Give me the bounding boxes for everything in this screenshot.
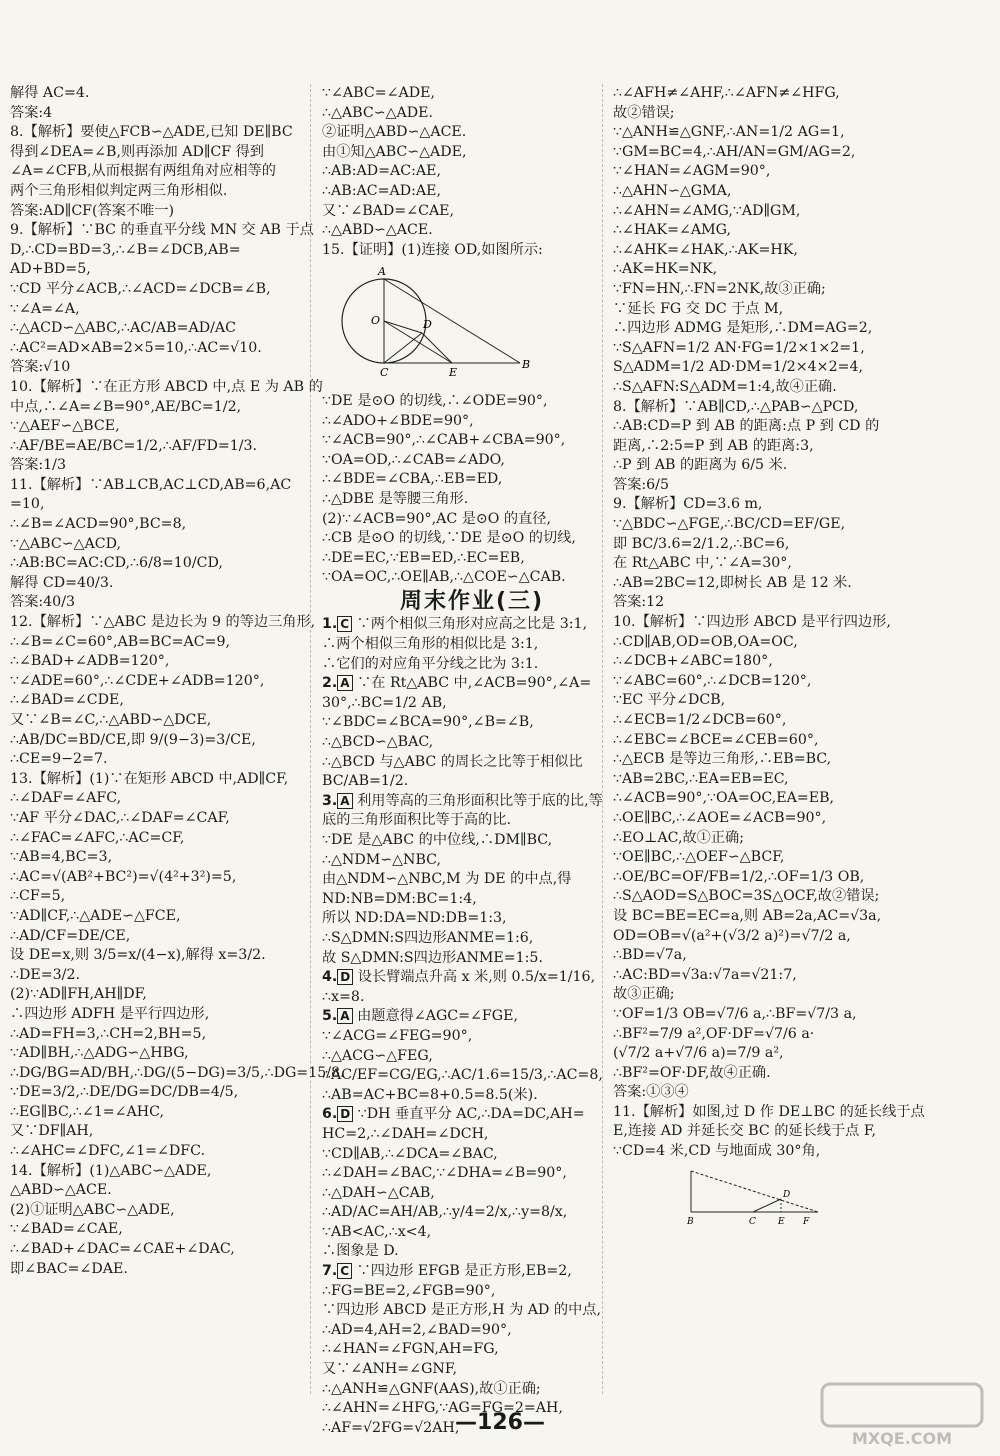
text-line: 13.【解析】(1)∵在矩形 ABCD 中,AD∥CF, <box>10 770 289 787</box>
text-line: ∴∠DAF=∠AFC, <box>10 790 122 807</box>
question-text: ∴AD=4,AH=2,∠BAD=90°, <box>322 1321 512 1338</box>
question-line <box>322 674 622 694</box>
column-right <box>613 84 925 1240</box>
text-line: ∵AD∥CF,∴△ADE∽△FCE, <box>10 907 181 924</box>
question-line <box>322 851 622 871</box>
text-line: ∴△ECB 是等边三角形,∴EB=BC, <box>613 751 832 768</box>
question-text: ∵CD∥AB,∴∠DCA=∠BAC, <box>322 1145 498 1162</box>
question-text: ∵四边形 EFGB 是正方形,EB=2, <box>356 1263 572 1280</box>
text-line: ∴∠HAK=∠AMG, <box>613 222 732 239</box>
label-c: C <box>380 366 389 380</box>
text-line: 答案:1/3 <box>10 457 66 474</box>
question-number: 5. <box>322 1008 338 1025</box>
text-line: ∴DE=EC,∵EB=ED,∴EC=EB, <box>322 549 525 566</box>
question-line <box>322 1125 622 1145</box>
text-line: AD+BD=5, <box>10 261 91 278</box>
question-line <box>322 890 622 910</box>
text-line: (2)∵∠ACB=90°,AC 是⊙O 的直径, <box>322 510 551 527</box>
circle-figure <box>322 264 622 386</box>
text-line: ∵S△AFN=1/2 AN·FG=1/2×1×2=1, <box>613 339 865 356</box>
text-line: ∵CD=4 米,CD 与地面成 30°角, <box>613 1143 821 1160</box>
text-line: ∴AB:AC=AD:AE, <box>322 182 441 199</box>
question-text: ∴它们的对应角平分线之比为 3:1. <box>322 655 539 672</box>
question-line <box>322 1242 622 1262</box>
text-line: 距离,∴2:5=P 到 AB 的距离:3, <box>613 437 814 454</box>
question-text: ∴△BCD 与△ABC 的周长之比等于相似比 <box>322 753 583 770</box>
text-line: ∴△ACD∽△ABC,∴AC/AB=AD/AC <box>10 320 236 337</box>
question-line <box>322 1047 622 1067</box>
text-line: ∴四边形 ADFH 是平行四边形, <box>10 1005 210 1022</box>
question-text: ∴S△DMN:S四边形ANME=1:6, <box>322 929 534 946</box>
text-line: ∴AB/DC=BD/CE,即 9/(9−3)=3/CE, <box>10 731 256 748</box>
text-line: 由①知△ABC∽△ADE, <box>322 143 467 160</box>
text-line: ∴∠BAD+∠ADB=120°, <box>10 653 170 670</box>
question-text: ∴AB=AC+BC=8+0.5=8.5(米). <box>322 1086 538 1103</box>
text-line: =10, <box>10 496 45 513</box>
text-line: 14.【解析】(1)△ABC∽△ADE, <box>10 1162 212 1179</box>
text-line: 答案:40/3 <box>10 594 76 611</box>
answer-choice-box: D <box>337 969 353 985</box>
text-line: ∴BF²=7/9 a²,OF·DF=√7/6 a· <box>613 1025 815 1042</box>
question-text: ∴AF=√2FG=√2AH, <box>322 1419 460 1436</box>
text-line: ∴BD=√7a, <box>613 947 687 964</box>
text-line: ∴AB:CD=P 到 AB 的距离:点 P 到 CD 的 <box>613 418 880 435</box>
question-text: ∴x=8. <box>322 988 365 1005</box>
text-line: ∴AC:BD=√3a:√7a=√21:7, <box>613 966 797 983</box>
question-text: 由△NDM∽△NBC,M 为 DE 的中点,得 <box>322 871 572 888</box>
slope-figure <box>613 1166 913 1235</box>
text-line: 12.【解析】∵△ABC 是边长为 9 的等边三角形, <box>10 614 316 631</box>
text-line: ∵EC 平分∠DCB, <box>613 692 726 709</box>
column-divider <box>310 84 311 1394</box>
text-line: 解得 AC=4. <box>10 85 90 101</box>
text-line: ∴∠AHC=∠DFC,∠1=∠DFC. <box>10 1143 206 1160</box>
question-line <box>322 988 622 1008</box>
text-line: ∴CD∥AB,OD=OB,OA=OC, <box>613 633 798 650</box>
text-line: ∴∠AHN=∠AMG,∵AD∥GM, <box>613 202 801 219</box>
segment-ab <box>384 279 520 363</box>
question-number: 6. <box>322 1106 338 1123</box>
text-line: 设 DE=x,则 3/5=x/(4−x),解得 x=3/2. <box>10 947 266 964</box>
circle-diagram <box>322 264 542 379</box>
text-line: (√7/2 a+√7/6 a)=7/9 a², <box>613 1045 784 1062</box>
text-line: 11.【解析】如图,过 D 作 DE⊥BC 的延长线于点 <box>613 1103 925 1120</box>
text-line: ∵∠ABC=∠ADE, <box>322 85 435 101</box>
text-line: ∴∠ADO+∠BDE=90°, <box>322 412 474 429</box>
question-line <box>322 1262 622 1282</box>
question-line <box>322 792 622 812</box>
text-line: 又∵∠B=∠C,∴△ABD∽△DCE, <box>10 712 212 728</box>
text-line: ∵∠A=∠A, <box>10 300 80 317</box>
answer-choice-box: C <box>337 616 352 632</box>
col3-text <box>613 84 925 1162</box>
text-line: ∴AB=2BC=12,即树长 AB 是 12 米. <box>613 574 852 591</box>
text-line: 又∵DF∥AH, <box>10 1123 94 1140</box>
text-line: 答案:6/5 <box>613 476 669 493</box>
question-text: ∴△BCD∽△BAC, <box>322 734 434 751</box>
question-text: ∵两个相似三角形对应高之比是 3:1, <box>356 616 588 633</box>
section-title: 周末作业(三) <box>399 588 545 614</box>
question-line <box>322 831 622 851</box>
text-line: 8.【解析】要使△FCB∽△ADE,已知 DE∥BC <box>10 124 293 141</box>
text-line: 设 BC=BE=EC=a,则 AB=2a,AC=√3a, <box>613 907 882 924</box>
question-line <box>322 1164 622 1184</box>
text-line: 在 Rt△ABC 中,∵∠A=30°, <box>613 555 792 572</box>
text-line: ∴∠B=∠ACD=90°,BC=8, <box>10 516 187 533</box>
question-line <box>322 811 622 831</box>
text-line: ∴∠AFH≠∠AHF,∴∠AFN≠∠HFG, <box>613 85 840 101</box>
text-line: 答案:4 <box>10 104 53 121</box>
question-number: 4. <box>322 969 338 986</box>
question-text: ∴∠AHN=∠HFG,∵AG=FG=2=AH, <box>322 1400 563 1417</box>
question-text: 所以 ND:DA=ND:DB=1:3, <box>322 910 507 927</box>
text-line: ∵AF 平分∠DAC,∴∠DAF=∠CAF, <box>10 809 230 826</box>
segment-od <box>384 321 422 333</box>
text-line: ∴AF/BE=AE/BC=1/2,∴AF/FD=1/3. <box>10 437 258 454</box>
text-line: ∴S△AFN:S△ADM=1:4,故④正确. <box>613 378 837 395</box>
text-line: 又∵∠BAD=∠CAE, <box>322 202 455 219</box>
text-line: 故②错误; <box>613 104 675 121</box>
text-line: ∴AD/CF=DE/CE, <box>10 927 131 944</box>
text-line: ∵AB=4,BC=3, <box>10 849 113 866</box>
question-text: BC/AB=1/2. <box>322 773 409 790</box>
question-line <box>322 870 622 890</box>
question-line <box>322 949 622 969</box>
text-line: ∴CB 是⊙O 的切线,∵DE 是⊙O 的切线, <box>322 530 576 547</box>
question-text: 又∵∠ANH=∠GNF, <box>322 1361 457 1378</box>
page-number: —126— <box>455 1410 545 1435</box>
text-line: ∴∠FAC=∠AFC,∴AC=CF, <box>10 829 185 846</box>
text-line: 8.【解析】∵AB∥CD,∴△PAB∽△PCD, <box>613 398 859 415</box>
text-line: ∴AK=HK=NK, <box>613 261 718 278</box>
text-line: 解得 CD=40/3. <box>10 574 114 591</box>
question-line <box>322 1066 622 1086</box>
question-line <box>322 753 622 773</box>
text-line: ∵OA=OC,∴OE∥AB,∴△COE∽△CAB. <box>322 569 566 586</box>
label-d: D <box>423 318 432 332</box>
question-text: 30°,∴BC=1/2 AB, <box>322 694 447 711</box>
text-line: ∵△BDC∽△FGE,∴BC/CD=EF/GE, <box>613 516 846 533</box>
question-text: ∵DE 是△ABC 的中位线,∴DM∥BC, <box>322 832 553 848</box>
segment-de <box>422 333 452 363</box>
label-e: E <box>778 1216 785 1227</box>
segment-cd <box>753 1199 781 1212</box>
question-text: ∵DH 垂直平分 AC,∴DA=DC,AH= <box>357 1106 585 1123</box>
text-line: 9.【解析】∵BC 的垂直平分线 MN 交 AB 于点 <box>10 222 314 239</box>
text-line: ∴AD=FH=3,∴CH=2,BH=5, <box>10 1025 207 1042</box>
text-line: 11.【解析】∵AB⊥CB,AC⊥CD,AB=6,AC <box>10 476 292 493</box>
text-line: 答案:AD∥CF(答案不唯一) <box>10 202 175 219</box>
text-line: ∵OF=1/3 OB=√7/6 a,∴BF=√7/3 a, <box>613 1005 857 1022</box>
text-line: ∵AD∥BH,∴△ADG∽△HBG, <box>10 1045 189 1062</box>
text-line: ∴△AHN∽△GMA, <box>613 182 732 199</box>
text-line: ∴DE=3/2. <box>10 966 80 983</box>
question-line <box>322 1145 622 1165</box>
text-line: ∴∠BDE=∠CBA,∴EB=ED, <box>322 471 503 488</box>
answer-choice-box: C <box>337 1263 352 1279</box>
question-line <box>322 733 622 753</box>
text-line: 即∠BAC=∠DAE. <box>10 1260 128 1277</box>
question-line <box>322 615 622 635</box>
answer-choice-box: D <box>337 1106 353 1122</box>
text-line: ∴AC=√(AB²+BC²)=√(4²+3²)=5, <box>10 868 237 885</box>
question-line <box>322 1027 622 1047</box>
text-line: ∵OA=OD,∴∠CAB=∠ADO, <box>322 451 505 468</box>
question-line <box>322 1301 622 1321</box>
segment-af <box>691 1171 818 1212</box>
question-line <box>322 1321 622 1341</box>
text-line: ∵∠ABC=60°,∴∠DCB=120°, <box>613 672 812 689</box>
question-line <box>322 1203 622 1223</box>
col2-bottom-text <box>322 615 622 1438</box>
text-line: ∴∠EBC=∠BCE=∠CEB=60°, <box>613 731 819 748</box>
label-d: D <box>783 1189 791 1200</box>
text-line: 即 BC/3.6=2/1.2,∴BC=6, <box>613 535 790 552</box>
answer-choice-box: A <box>337 793 352 809</box>
text-line: ∵DE=3/2,∴DE/DG=DC/DB=4/5, <box>10 1084 239 1101</box>
text-line: ∴BF²=OF·DF,故④正确. <box>613 1064 771 1081</box>
question-line <box>322 968 622 988</box>
text-line: OD=OB=√(a²+(√3/2 a)²)=√7/2 a, <box>613 927 851 944</box>
text-line: 得到∠DEA=∠B,则再添加 AD∥CF 得到 <box>10 143 264 160</box>
text-line: ∴△ABC∽△ADE. <box>322 104 434 121</box>
column-middle <box>322 84 622 1438</box>
answer-choice-box: A <box>337 1008 352 1024</box>
label-c: C <box>749 1216 756 1227</box>
label-e: E <box>449 366 458 380</box>
text-line: ∴CE=9−2=7. <box>10 751 108 768</box>
question-number: 7. <box>322 1263 338 1280</box>
text-line: ∵GM=BC=4,∴AH/AN=GM/AG=2, <box>613 143 856 160</box>
watermark-text: MXQE.COM <box>851 1429 953 1448</box>
text-line: 10.【解析】∵四边形 ABCD 是平行四边形, <box>613 614 891 631</box>
question-line <box>322 772 622 792</box>
text-line: 答案:①③④ <box>613 1084 689 1101</box>
question-line <box>322 1360 622 1380</box>
text-line: ∵△ABC∽△ACD, <box>10 535 122 552</box>
text-line: ∵△AEF∽△BCE, <box>10 418 120 435</box>
text-line: ∴∠AHK=∠HAK,∴AK=HK, <box>613 241 798 258</box>
label-o: O <box>371 314 381 328</box>
text-line: 两个三角形相似判定两三角形相似. <box>10 182 228 199</box>
question-text: ∵在 Rt△ABC 中,∠ACB=90°,∠A= <box>357 675 592 692</box>
text-line: ∴∠ECB=1/2∠DCB=60°, <box>613 712 787 728</box>
text-line: ∴OE∥BC,∴∠AOE=∠ACB=90°, <box>613 809 827 826</box>
text-line: ∵∠HAN=∠AGM=90°, <box>613 163 771 180</box>
question-text: ∵四边形 ABCD 是正方形,H 为 AD 的中点, <box>322 1302 601 1319</box>
question-text: 设长臂端点升高 x 米,则 0.5/x=1/16, <box>357 969 596 986</box>
question-line <box>322 713 622 733</box>
question-line <box>322 1007 622 1027</box>
question-text: ∴△ANH≌△GNF(AAS),故①正确; <box>322 1380 541 1397</box>
text-line: ∵∠BAD=∠CAE, <box>10 1221 123 1238</box>
question-text: 底的三角形面积比等于高的比. <box>322 812 511 829</box>
text-line: ∵AB=2BC,∴EA=EB=EC, <box>613 770 789 787</box>
question-text: 由题意得∠AGC=∠FGE, <box>357 1008 518 1025</box>
text-line: ∵△ANH≌△GNF,∴AN=1/2 AG=1, <box>613 124 845 141</box>
label-f: F <box>803 1216 810 1227</box>
question-text: 利用等高的三角形面积比等于底的比,等 <box>357 792 603 809</box>
text-line: ∴DG/BG=AD/BH,∴DG/(5−DG)=3/5,∴DG=15/8. <box>10 1064 345 1081</box>
text-line: ∴∠DCB+∠ABC=180°, <box>613 653 773 670</box>
question-line <box>322 655 622 675</box>
question-number: 3. <box>322 792 338 809</box>
question-text: ∵∠BDC=∠BCA=90°,∠B=∠B, <box>322 714 534 731</box>
text-line: ∵∠ADE=60°,∴∠CDE+∠ADB=120°, <box>10 672 265 689</box>
text-line: S△ADM=1/2 AD·DM=1/2×4×2=4, <box>613 359 864 376</box>
text-line: ∴∠B=∠C=60°,AB=BC=AC=9, <box>10 633 231 650</box>
text-line: ∴OE/BC=OF/FB=1/2,∴OF=1/3 OB, <box>613 868 865 885</box>
text-line: 答案:12 <box>613 594 665 611</box>
text-line: ∴AB:BC=AC:CD,∴6/8=10/CD, <box>10 555 223 572</box>
text-line: ∵DE 是⊙O 的切线,∴∠ODE=90°, <box>322 392 548 409</box>
question-text: ∵∠ACG=∠FEG=90°, <box>322 1027 473 1044</box>
text-line: 10.【解析】∵在正方形 ABCD 中,点 E 为 AB 的 <box>10 378 323 395</box>
question-text: ∴△DAH∽△CAB, <box>322 1184 435 1201</box>
text-line: ∠A=∠CFB,从而根据有两组角对应相等的 <box>10 163 276 180</box>
text-line: (2)①证明△ABC∽△ADE, <box>10 1201 175 1218</box>
text-line: ∴四边形 ADMG 是矩形,∴DM=AG=2, <box>613 320 873 337</box>
text-line: 中点,∴∠A=∠B=90°,AE/BC=1/2, <box>10 398 242 415</box>
question-number: 1. <box>322 616 338 633</box>
text-line: ∵延长 FG 交 DC 于点 M, <box>613 300 784 317</box>
text-line: ∴△ABD∽△ACE. <box>322 222 433 239</box>
question-line <box>322 694 622 714</box>
text-line: 故③正确; <box>613 986 675 1003</box>
question-text: ∴△ACG∽△FEG, <box>322 1047 433 1064</box>
question-line <box>322 1184 622 1204</box>
text-line: △ABD∽△ACE. <box>10 1182 112 1199</box>
text-line: ∴△DBE 是等腰三角形. <box>322 490 469 507</box>
text-line: ∴EO⊥AC,故①正确; <box>613 829 744 846</box>
question-line <box>322 635 622 655</box>
question-line <box>322 929 622 949</box>
question-line <box>322 909 622 929</box>
text-line: D,∴CD=BD=3,∴∠B=∠DCB,AB= <box>10 241 241 258</box>
question-line <box>322 1105 622 1125</box>
question-text: HC=2,∴∠DAH=∠DCH, <box>322 1125 489 1142</box>
text-line: ∴P 到 AB 的距离为 6/5 米. <box>613 457 788 474</box>
label-a: A <box>378 265 386 279</box>
text-line: (2)∵AD∥FH,AH∥DF, <box>10 986 147 1003</box>
question-text: ∴∠DAH=∠BAC,∵∠DHA=∠B=90°, <box>322 1165 567 1182</box>
text-line: ②证明△ABD∽△ACE. <box>322 124 467 141</box>
text-line: ∴S△AOD=S△BOC=3S△OCF,故②错误; <box>613 888 880 905</box>
question-text: ∵AB<AC,∴x<4, <box>322 1223 432 1240</box>
text-line: 9.【解析】CD=3.6 m, <box>613 496 763 513</box>
question-line <box>322 1380 622 1400</box>
text-line: ∴EG∥BC,∴∠1=∠AHC, <box>10 1103 165 1120</box>
col2-mid-text <box>322 392 622 588</box>
text-line: 15.【证明】(1)连接 OD,如图所示: <box>322 241 543 258</box>
segment-oe <box>384 321 452 363</box>
text-line: ∴∠ACB=90°,∵OA=OC,EA=EB, <box>613 790 835 807</box>
text-line: ∵FN=HN,∴FN=2NK,故③正确; <box>613 280 826 297</box>
watermark-logo <box>820 1380 990 1450</box>
text-line: ∴AC²=AD×AB=2×5=10,∴AC=√10. <box>10 339 262 356</box>
question-text: ∴AC/EF=CG/EG,∴AC/1.6=15/3,∴AC=8, <box>322 1067 603 1084</box>
question-text: ∴两个相似三角形的相似比是 3:1, <box>322 636 539 653</box>
question-number: 2. <box>322 675 338 692</box>
col2-top-text <box>322 84 622 260</box>
question-line <box>322 1282 622 1302</box>
text-line: ∴AB:AD=AC:AE, <box>322 163 441 180</box>
question-text: 故 S△DMN:S四边形ANME=1:5. <box>322 949 543 966</box>
question-line <box>322 1340 622 1360</box>
question-line <box>322 1086 622 1106</box>
text-line: ∵OE∥BC,∴△OEF∽△BCF, <box>613 849 785 866</box>
question-text: ∴AD/AC=AH/AB,∴y/4=2/x,∴y=8/x, <box>322 1204 568 1221</box>
text-line: ∵CD 平分∠ACB,∴∠ACD=∠DCB=∠B, <box>10 280 271 297</box>
question-text: ∴FG=BE=2,∠FGB=90°, <box>322 1282 496 1299</box>
question-text: ∴∠HAN=∠FGN,AH=FG, <box>322 1341 499 1358</box>
slope-diagram <box>613 1166 813 1228</box>
question-text: ∴△NDM∽△NBC, <box>322 851 442 868</box>
label-b: B <box>522 358 531 372</box>
question-text: ∴图象是 D. <box>322 1243 399 1260</box>
text-line: ∴∠BAD+∠DAC=∠CAE+∠DAC, <box>10 1241 235 1258</box>
text-line: ∵∠ACB=90°,∴∠CAB+∠CBA=90°, <box>322 432 566 449</box>
label-b: B <box>687 1216 694 1227</box>
question-text: ND:NB=DM:BC=1:4, <box>322 890 477 907</box>
text-line: ∴CF=5, <box>10 888 66 905</box>
question-line <box>322 1223 622 1243</box>
answer-choice-box: A <box>337 675 352 691</box>
text-line: 答案:√10 <box>10 359 71 376</box>
text-line: ∴∠BAD=∠CDE, <box>10 692 124 709</box>
text-line: E,连接 AD 并延长交 BC 的延长线于点 F, <box>613 1123 876 1140</box>
